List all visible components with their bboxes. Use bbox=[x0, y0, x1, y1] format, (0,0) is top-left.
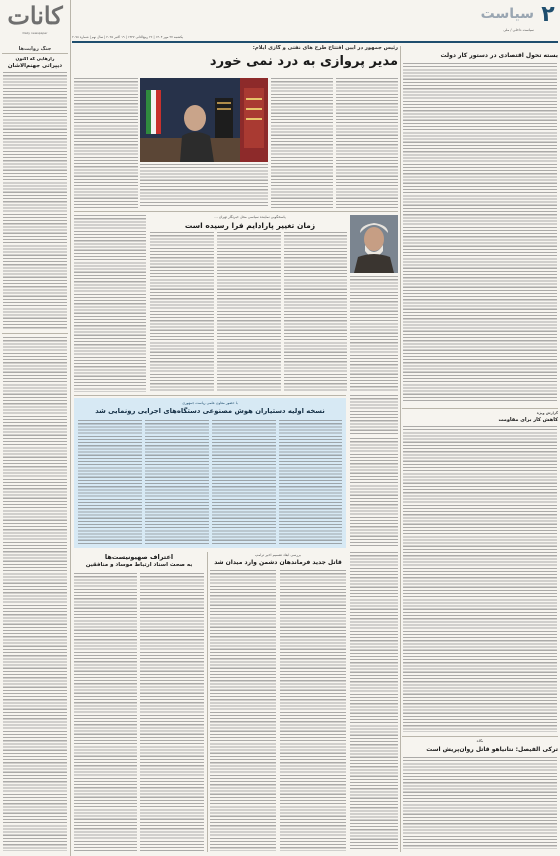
bottom-right-body bbox=[350, 552, 398, 851]
masthead-rule bbox=[72, 41, 558, 43]
column-divider bbox=[400, 46, 401, 852]
newspaper-logo bbox=[2, 2, 68, 46]
left-column bbox=[0, 0, 70, 856]
column-divider bbox=[207, 552, 208, 852]
middle-headline: زمان تغییر پارادایم فرا رسیده است bbox=[184, 221, 316, 230]
left-article-title: دیپراتی جهنم‌الاشان bbox=[7, 63, 63, 69]
ceremony-photo bbox=[240, 78, 268, 162]
ai-body-c1 bbox=[78, 420, 142, 544]
logo-text: کانات bbox=[7, 2, 63, 30]
right-block-body bbox=[350, 438, 398, 548]
portrait-photo bbox=[350, 215, 398, 273]
ai-body-c2 bbox=[145, 420, 209, 544]
divider bbox=[402, 408, 558, 409]
ai-body-c3 bbox=[212, 420, 276, 544]
bottom-left-headline-2: به صحت اسناد ارتباط موساد و منافقین bbox=[85, 562, 193, 568]
left-article-kicker: رازهایی که اکنون bbox=[15, 57, 55, 62]
divider bbox=[402, 736, 558, 737]
page-number: ۲ bbox=[541, 2, 555, 27]
ai-kicker: با حضور معاون علمی ریاست جمهوری bbox=[182, 401, 238, 405]
subtitle: سیاست داخلی / ملی bbox=[503, 28, 534, 32]
section-title: سیاست bbox=[480, 6, 534, 22]
main-body-col3 bbox=[271, 78, 333, 208]
right-column-mid-text-box bbox=[350, 395, 398, 435]
section-label: جنگ روایت‌ها bbox=[18, 46, 52, 52]
middle-kicker: پاسخگویی نماینده سیاسی محل خبرنگار تهران ... bbox=[214, 215, 286, 219]
ai-body-c4 bbox=[279, 420, 342, 544]
divider bbox=[74, 211, 398, 212]
right-lead-title: بسته تحول اقتصادی در دستور کار دولت bbox=[440, 52, 558, 59]
main-headline: مدیر پروازی به درد نمی خورد bbox=[209, 54, 398, 69]
bottom-left-headline-1: اعتراف صهیونیست‌ها bbox=[104, 553, 174, 561]
middle-body-c2 bbox=[150, 232, 214, 392]
divider bbox=[74, 395, 346, 396]
small-box-body bbox=[350, 395, 398, 435]
divider bbox=[2, 333, 68, 334]
right-mid-body bbox=[403, 426, 557, 732]
bottom-mid-body-c1 bbox=[210, 570, 276, 851]
president-photo bbox=[140, 78, 240, 162]
right-column bbox=[402, 46, 558, 852]
middle-body-c4 bbox=[284, 232, 347, 392]
right-bottom-kicker: نگاه bbox=[476, 739, 484, 743]
bottom-mid-headline: قاتل جدید فرماندهان دشمن وارد میدان شد bbox=[214, 559, 342, 566]
bottom-left-body-c2 bbox=[140, 573, 204, 851]
logo-subtitle: Daily newspaper bbox=[22, 31, 48, 35]
column-divider bbox=[70, 0, 71, 856]
right-lead-body bbox=[403, 63, 557, 403]
middle-body-right bbox=[350, 276, 398, 392]
divider bbox=[2, 53, 68, 54]
main-body-col4 bbox=[336, 78, 398, 208]
date-line: یکشنبه ۲۷ مهر ۱۴۰۴ | ۲۶ ربیع‌الثانی ۱۴۴۷ | ۱۹ اکتبر ۲۰۲۵ | سال نهم | شماره ۲۰۷۸ bbox=[72, 35, 184, 39]
left-article-body bbox=[3, 72, 67, 330]
bottom-mid-body-c2 bbox=[280, 570, 346, 851]
ai-article-box bbox=[74, 398, 346, 548]
bottom-mid-kicker: بررسی ابعاد تصمیم اخیر ترامپ bbox=[255, 553, 301, 557]
bottom-left-body-c1 bbox=[74, 573, 137, 851]
main-kicker: رئیس جمهور در آیین افتتاح طرح های نفتی و گازی ایلام: bbox=[252, 45, 398, 51]
ai-headline: نسخه اولیه دستیاران هوش مصنوعی دستگاه‌های اجرایی رونمایی شد bbox=[95, 407, 325, 415]
middle-body-c1 bbox=[74, 215, 146, 392]
right-bottom-title: ترکی الفیصل: نتانیاهو قاتل روان‌پریش است bbox=[426, 746, 558, 753]
right-mid-title: کاهش کار برای مقاومت bbox=[498, 417, 558, 423]
middle-body-c3 bbox=[217, 232, 281, 392]
right-mid-kicker: گزارش ویژه bbox=[536, 411, 558, 415]
right-bottom-body bbox=[403, 757, 557, 849]
main-body-left bbox=[74, 78, 138, 208]
photo-caption bbox=[140, 164, 268, 208]
left-article-body-2 bbox=[3, 337, 67, 851]
